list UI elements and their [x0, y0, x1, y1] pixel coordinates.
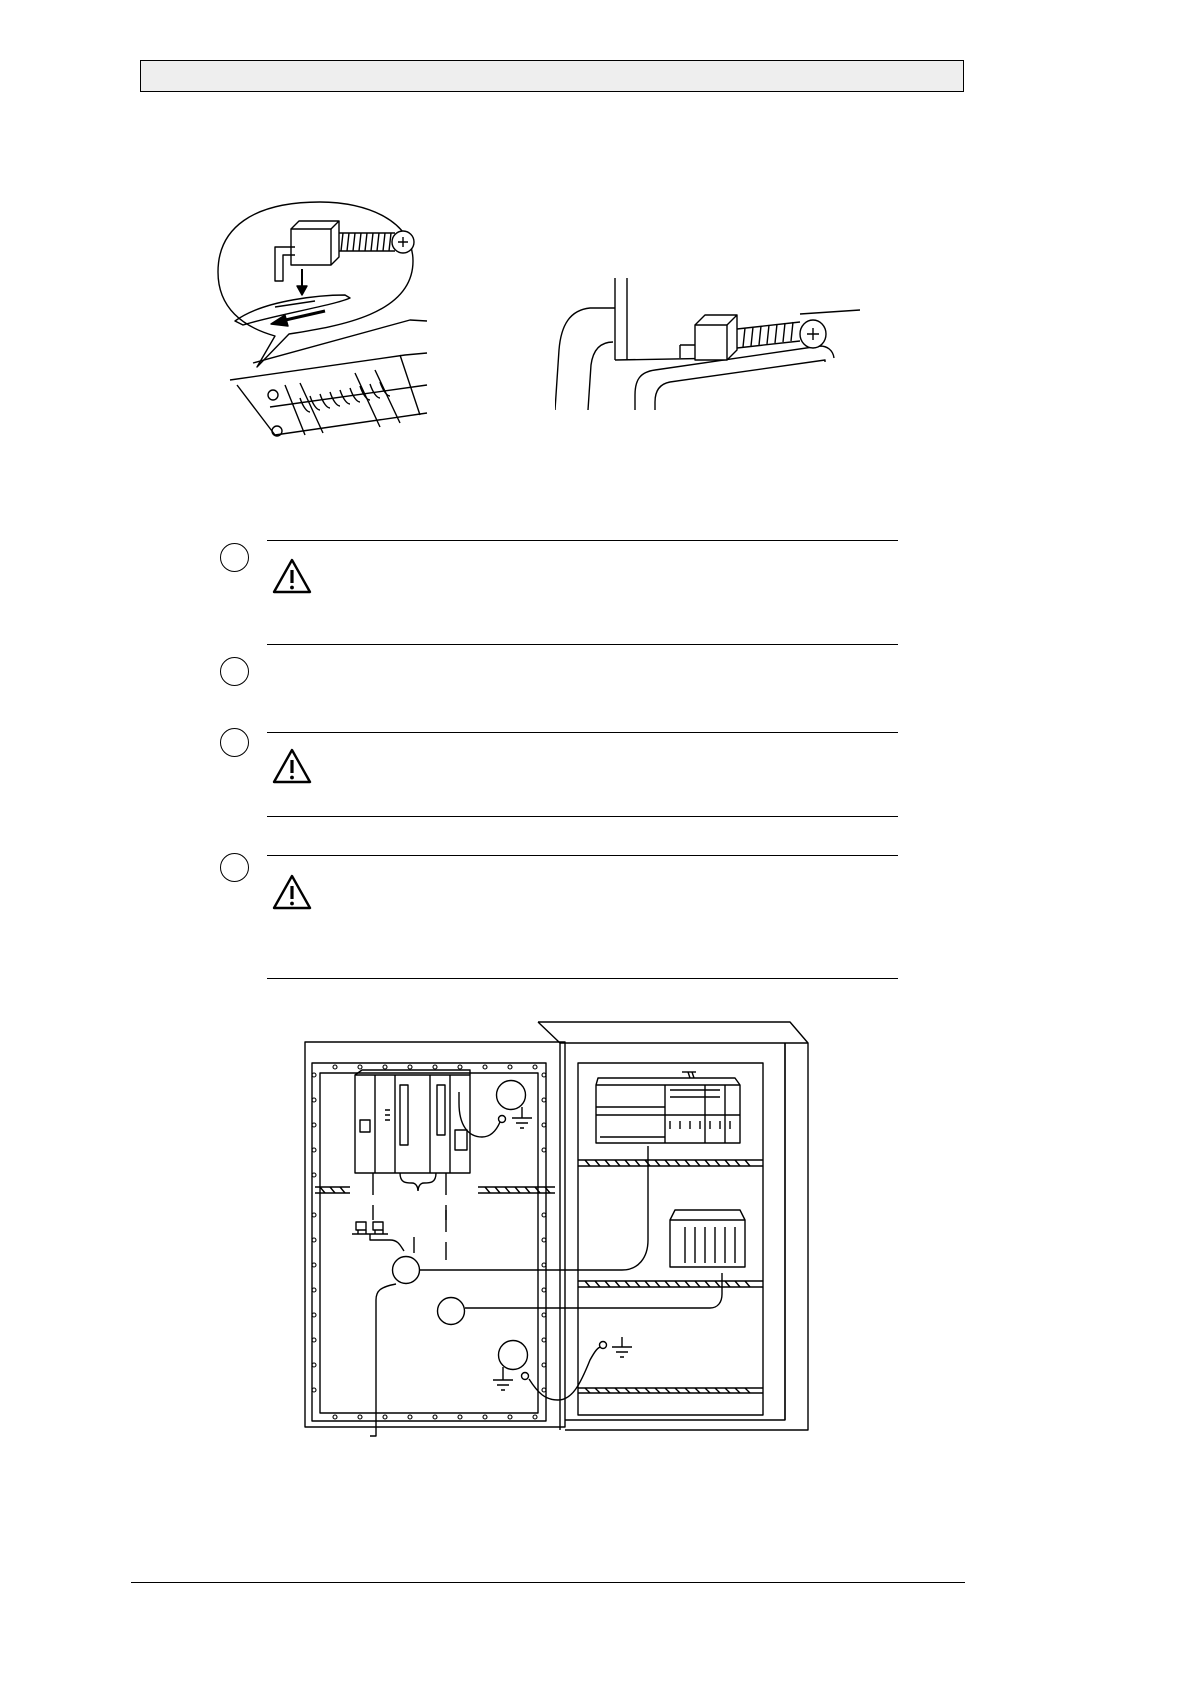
step-2-circle [220, 657, 249, 686]
step-2-top-rule [267, 644, 898, 645]
step-4-circle [220, 853, 249, 882]
step-1-circle [220, 543, 249, 572]
step-1-top-rule [267, 540, 898, 541]
step-3-bottom-rule [267, 816, 898, 817]
header-bar [140, 60, 964, 92]
step-4-top-rule [267, 855, 898, 856]
cabinet-figure [300, 1015, 815, 1450]
clamp-detail-figure [205, 195, 430, 465]
warning-icon [272, 558, 312, 594]
step-4-bottom-rule [267, 978, 898, 979]
footer-rule [131, 1582, 965, 1583]
step-3-top-rule [267, 732, 898, 733]
warning-icon [272, 748, 312, 784]
step-3-circle [220, 728, 249, 757]
clamp-tightened-figure [555, 270, 860, 415]
warning-icon [272, 874, 312, 910]
